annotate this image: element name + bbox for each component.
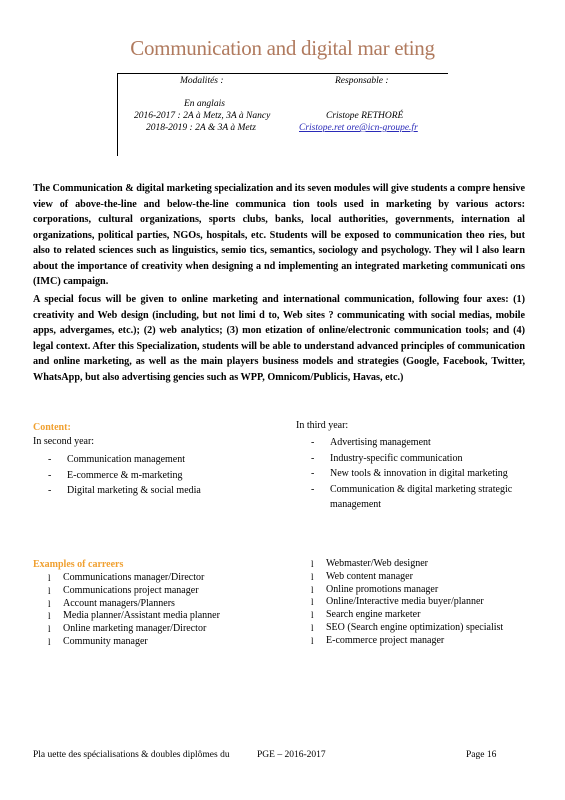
schedule-2016: 2016-2017 : 2A à Metz, 3A à Nancy [134,111,271,121]
list-item: - New tools & innovation in digital marketing [296,466,526,482]
list-item: l Communications manager/Director [33,572,220,585]
responsable-label: Responsable : [335,76,389,86]
list-item: l Online/Interactive media buyer/planner [296,596,503,609]
list-item: - Advertising management [296,435,526,451]
second-year-list [33,452,201,499]
footer-program: PGE – 2016-2017 [257,750,326,760]
careers-list-right [296,558,503,648]
list-item: l Online marketing manager/Director [33,623,220,636]
list-item: - E-commerce & m-marketing [33,468,201,484]
list-item: - Digital marketing & social media [33,483,201,499]
responsable-email-link[interactable]: Cristope.ret ore@icn-groupe.fr [299,123,418,133]
list-item: l E-commerce project manager [296,635,503,648]
info-box [117,73,448,156]
list-item: l Community manager [33,636,220,649]
list-item: - Communication & digital marketing strategic management [296,482,526,513]
list-item: l Account managers/Planners [33,598,220,611]
intro-paragraph: The Communication & digital marketing specialization and its seven modules will give students a compre hensive view of above-the-line and below-the-line communica tion tools used in marketing by various actors: corporations, cultural organizations, sports clubs, banks, local authorities, governments, internation al organizations, political parties, NGOs, hospitals, etc. Students will be exposed to communication theo ries, but also to related sciences such as linguistics, semio tics, semantics, sociology and psychology. They wil l also learn about the importance of creativity when designing a nd implementing an integrated marketing communicati ons (IMC) campaign. [33,183,525,287]
footer-page-number: Page 16 [466,750,497,760]
footer-title: Pla uette des spécialisations & doubles diplômes du [33,750,230,760]
list-item: l Search engine marketer [296,609,503,622]
careers-heading: Examples of carreers [33,559,124,570]
list-item: - Industry-specific communication [296,451,526,467]
list-item: l Webmaster/Web designer [296,558,503,571]
list-item: l Media planner/Assistant media planner [33,610,220,623]
content-heading: Content: [33,422,71,433]
list-item: l Communications project manager [33,585,220,598]
list-item: l SEO (Search engine optimization) specialist [296,622,503,635]
list-item: l Online promotions manager [296,584,503,597]
language: En anglais [184,99,225,109]
third-year-label: In third year: [296,420,349,431]
list-item: - Communication management [33,452,201,468]
schedule-2018: 2018-2019 : 2A & 3A à Metz [146,123,256,133]
second-year-label: In second year: [33,436,95,447]
focus-paragraph: A special focus will be given to online marketing and international communication, following four axes: (1) creativity and Web design (including, but not limi d to, Web sites ? communicating with social medias, mobile apps, advergames, etc.); (2) web analytics; (3) mon etization of online/electronic communication tools; and (4) legal context. After this Specialization, students will be able to understand advanced principles of communication and online marketing, as well as the main players business models and strategies (Google, Facebook, Twitter, WhatsApp, but also advertising gencies such as WPP, Omnicom/Publicis, Havas, etc.) [33,294,525,383]
page-title: Communication and digital mar eting [130,36,435,60]
careers-list-left [33,572,220,649]
responsable-name: Cristope RETHORÉ [326,111,404,121]
list-item: l Web content manager [296,571,503,584]
third-year-list [296,435,526,513]
modalites-label: Modalités : [180,76,224,86]
